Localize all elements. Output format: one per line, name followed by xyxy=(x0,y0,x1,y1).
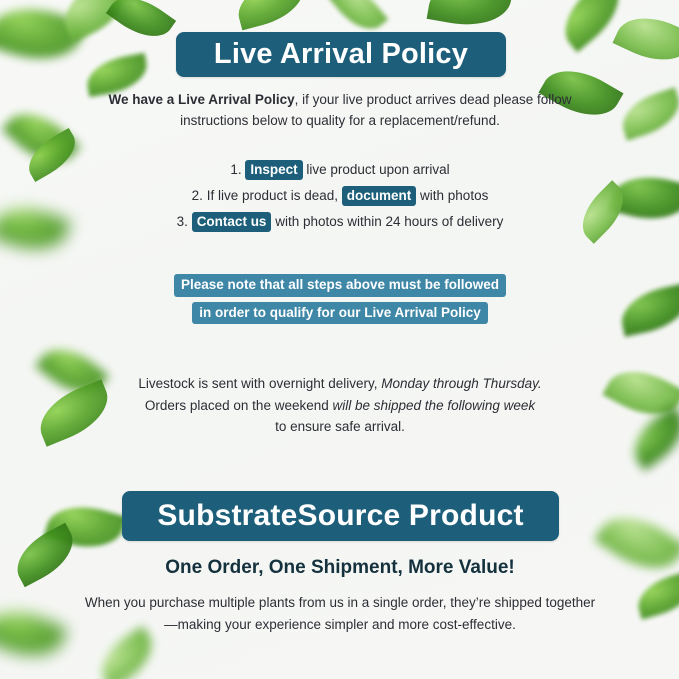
step-highlight: document xyxy=(342,186,417,206)
live-arrival-policy-banner: Live Arrival Policy xyxy=(176,32,506,77)
live-arrival-intro xyxy=(78,90,602,132)
list-item xyxy=(100,215,580,230)
step-text-post: with photos xyxy=(416,187,489,203)
policy-note xyxy=(100,274,580,329)
substrate-source-banner: SubstrateSource Product xyxy=(122,491,559,541)
step-highlight: Inspect xyxy=(245,160,302,180)
list-item xyxy=(100,189,580,204)
step-text-pre: If live product is dead, xyxy=(206,187,342,203)
shipping-line-2-pre: Orders placed on the weekend xyxy=(144,397,333,413)
substrate-subheading: One Order, One Shipment, More Value! xyxy=(165,557,515,578)
substrate-body-text: When you purchase multiple plants from us in a single order, they’re shipped together—making your experience simpler and more cost-effective. xyxy=(84,595,596,632)
step-text-post: live product upon arrival xyxy=(302,162,450,177)
shipping-schedule-text xyxy=(95,373,585,438)
step-number: 2. xyxy=(191,187,203,203)
policy-note-line-2: in order to qualify for our Live Arrival Policy xyxy=(192,302,488,325)
live-arrival-steps xyxy=(100,163,580,241)
step-highlight: Contact us xyxy=(192,212,272,232)
shipping-line-1-italic: Monday through Thursday. xyxy=(381,376,542,391)
step-number: 1. xyxy=(230,162,242,177)
live-arrival-intro-rest: , if your live product arrives dead please follow instructions below to quality for a replacement/refund. xyxy=(180,92,572,128)
step-number: 3. xyxy=(176,213,188,229)
step-text-post: with photos within 24 hours of delivery xyxy=(271,213,504,229)
live-arrival-intro-bold: We have a Live Arrival Policy xyxy=(108,92,295,107)
list-item xyxy=(100,163,580,178)
shipping-line-3: to ensure safe arrival. xyxy=(275,419,405,435)
policy-note-line-1: Please note that all steps above must be followed xyxy=(174,274,506,297)
shipping-line-2-italic: will be shipped the following week xyxy=(332,397,536,413)
shipping-line-1-pre: Livestock is sent with overnight delivery, xyxy=(138,376,382,391)
